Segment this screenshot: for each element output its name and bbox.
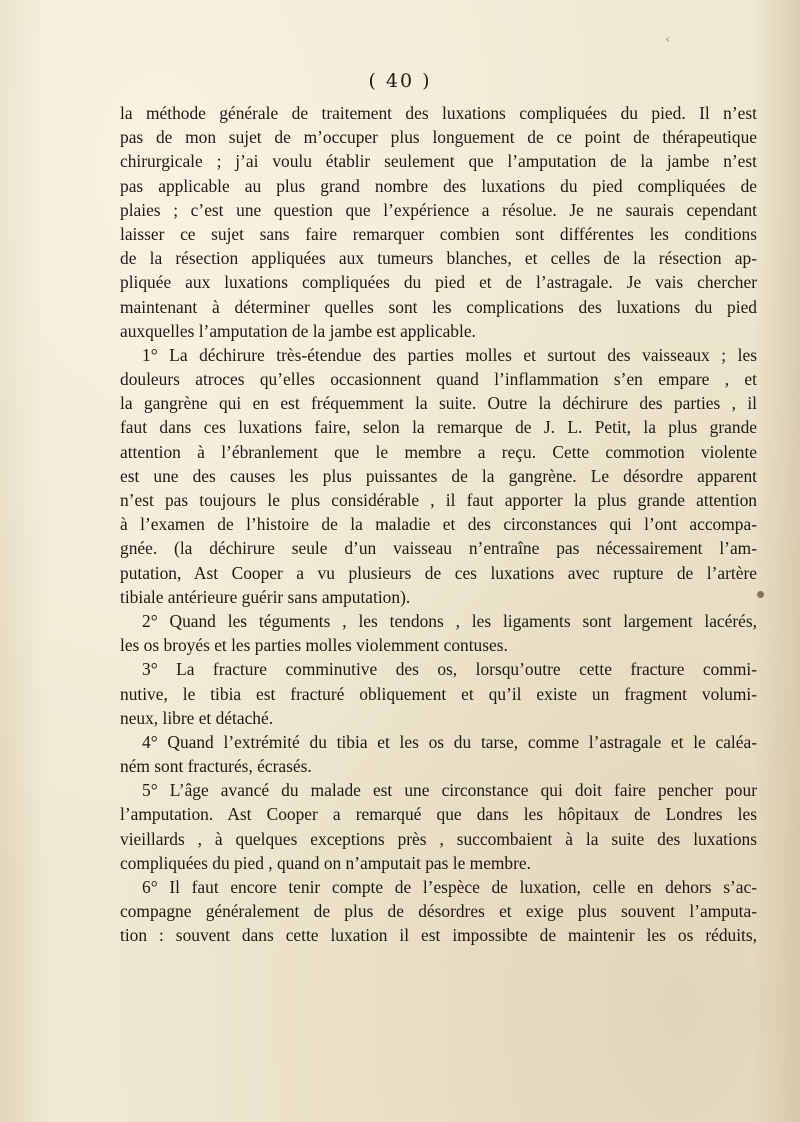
text-line: neux, libre et détaché.: [120, 707, 274, 728]
text-line: l’amputation. Ast Cooper a remarqué que dans les hôpitaux de Londres les: [120, 804, 757, 825]
text-line: la gangrène qui en est fréquemment la suite. Outre la déchirure des parties , il: [120, 393, 757, 414]
text-line: 3° La fracture comminutive des os, lorsqu’outre cette fracture commi-: [142, 659, 757, 680]
body-text: [120, 101, 757, 948]
text-line: pliquée aux luxations compliquées du pied et de l’astragale. Je vais chercher: [120, 272, 757, 293]
text-line: maintenant à déterminer quelles sont les complications des luxations du pied: [120, 296, 757, 317]
text-line: les os broyés et les parties molles violemment contuses.: [120, 635, 508, 656]
text-line: 2° Quand les téguments , les tendons , les ligaments sont largement lacérés,: [142, 610, 757, 631]
text-line: putation, Ast Cooper a vu plusieurs de ces luxations avec rupture de l’artère: [120, 562, 757, 583]
text-line: 4° Quand l’extrémité du tibia et les os du tarse, comme l’astragale et le caléa-: [142, 731, 757, 752]
text-line: attention à l’ébranlement que le membre a reçu. Cette commotion violente: [120, 441, 757, 462]
text-line: 5° L’âge avancé du malade est une circonstance qui doit faire pencher pour: [142, 780, 757, 801]
text-line: à l’examen de l’histoire de la maladie et des circonstances qui l’ont accompa-: [120, 514, 757, 535]
text-line: n’est pas toujours le plus considérable , il faut apporter la plus grande attention: [120, 490, 757, 510]
text-line: douleurs atroces qu’elles occasionnent quand l’inflammation s’en empare , et: [120, 369, 757, 390]
text-line: laisser ce sujet sans faire remarquer combien sont différentes les conditions: [120, 223, 757, 244]
text-line: nutive, le tibia est fracturé obliquement et qu’il existe un fragment volumi-: [120, 683, 757, 704]
text-line: plaies ; c’est une question que l’expérience a résolue. Je ne saurais cependant: [120, 199, 757, 220]
text-line: pas applicable au plus grand nombre des luxations du pied compliquées de: [120, 175, 757, 196]
text-line: ném sont fracturés, écrasés.: [120, 756, 312, 777]
text-line: la méthode générale de traitement des luxations compliquées du pied. Il n’est: [120, 103, 757, 123]
text-line: pas de mon sujet de m’occuper plus longuement de ce point de thérapeutique: [120, 127, 757, 148]
corner-mark: ‹: [665, 32, 670, 46]
text-line: de la résection appliquées aux tumeurs blanches, et celles de la résection ap-: [120, 248, 757, 269]
text-line: 1° La déchirure très-étendue des parties molles et surtout des vaisseaux ; les: [142, 344, 757, 365]
text-line: gnée. (la déchirure seule d’un vaisseau n’entraîne pas nécessairement l’am-: [120, 538, 757, 559]
text-line: compliquées du pied , quand on n’amputait pas le membre.: [120, 852, 531, 873]
text-line: tibiale antérieure guérir sans amputation).: [120, 586, 411, 607]
text-line: chirurgicale ; j’ai voulu établir seulement que l’amputation de la jambe n’est: [120, 151, 757, 172]
text-line: auxquelles l’amputation de la jambe est applicable.: [120, 320, 476, 341]
text-line: compagne généralement de plus de désordres et exige plus souvent l’amputa-: [120, 901, 757, 922]
ink-blot: [757, 591, 764, 598]
text-line: tion : souvent dans cette luxation il est impossibte de maintenir les os réduits,: [120, 925, 757, 946]
text-line: faut dans ces luxations faire, selon la remarque de J. L. Petit, la plus grande: [120, 417, 757, 438]
text-line: est une des causes les plus puissantes de la gangrène. Le désordre apparent: [120, 465, 757, 486]
page-number: ( 40 ): [368, 70, 432, 92]
text-line: 6° Il faut encore tenir compte de l’espèce de luxation, celle en dehors s’ac-: [142, 877, 757, 897]
text-line: vieillards , à quelques exceptions près , succombaient à la suite des luxations: [120, 828, 757, 849]
